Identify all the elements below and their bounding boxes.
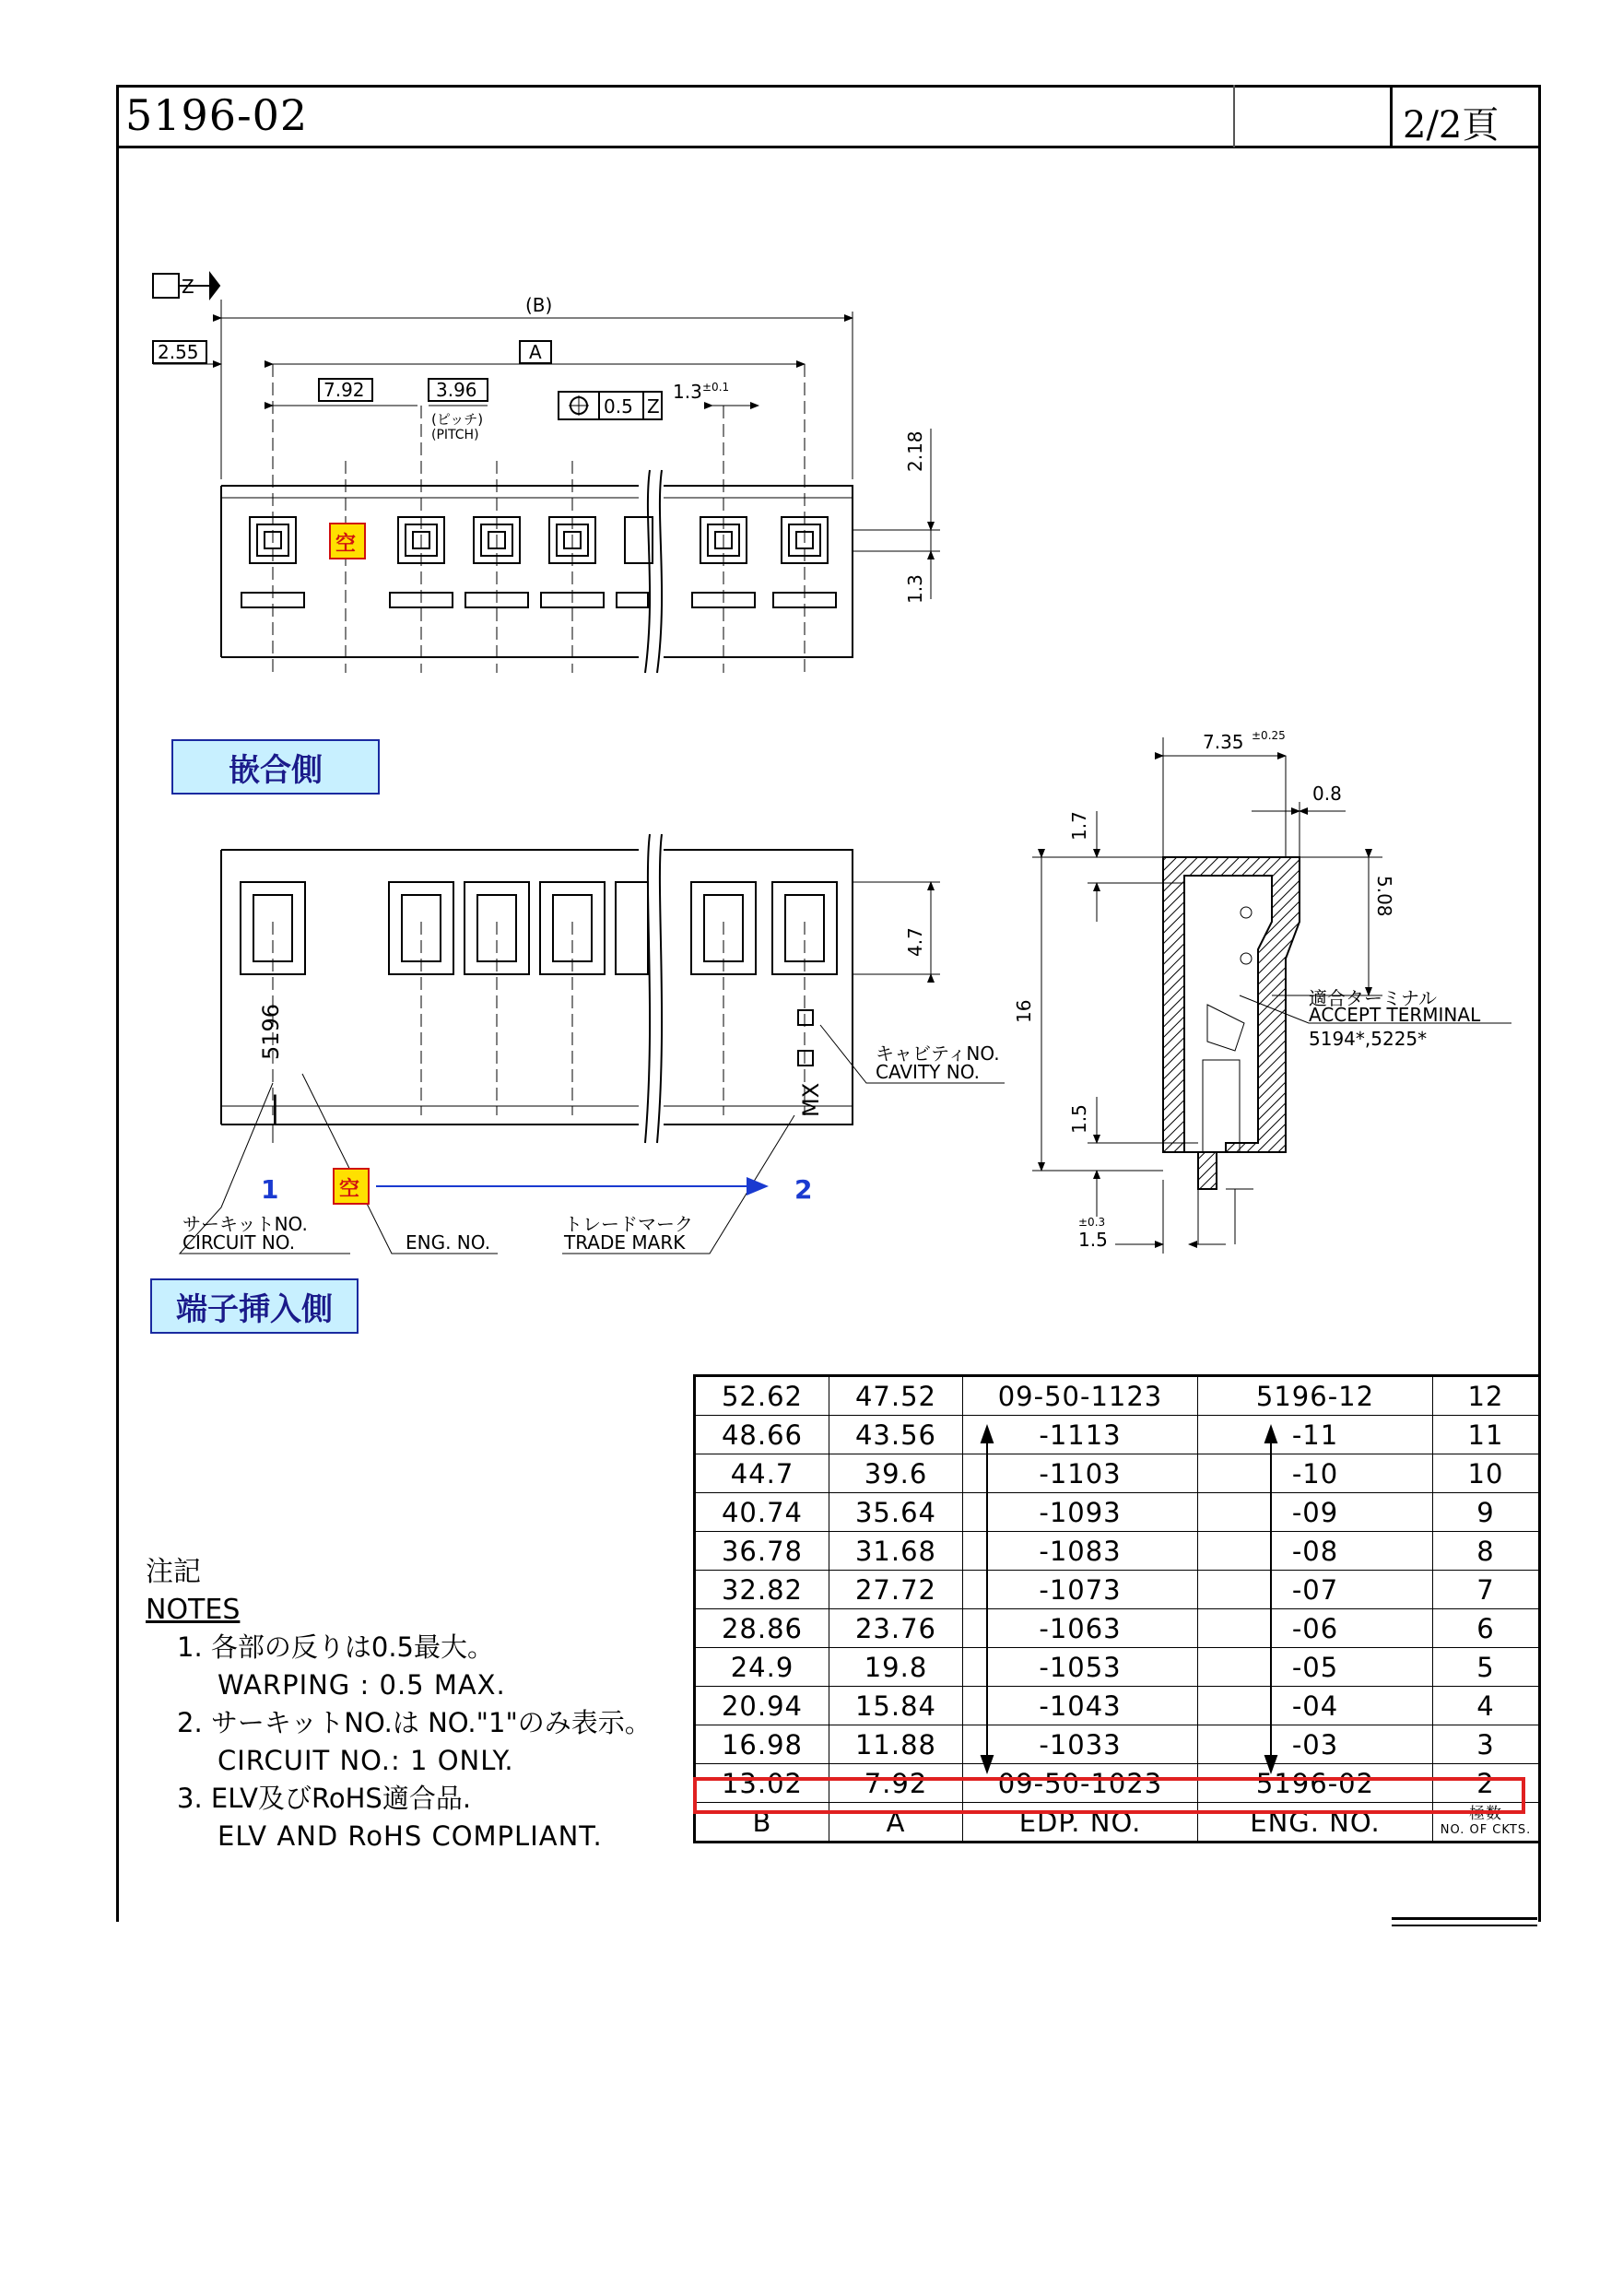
cell-eng: -03	[1198, 1725, 1433, 1764]
note-3-jp: 3. ELV及びRoHS適合品.	[177, 1783, 472, 1814]
cavity-jp-label: キャビティNO.	[876, 1042, 1000, 1065]
dim-1-7-label: 1.7	[1068, 811, 1090, 841]
cell-edp: -1083	[963, 1532, 1198, 1571]
cell-a: 27.72	[829, 1571, 963, 1609]
cell-edp: -1043	[963, 1687, 1198, 1725]
top-view	[153, 274, 940, 673]
cell-edp: -1093	[963, 1493, 1198, 1532]
table-row	[695, 1648, 1540, 1687]
col-a-header: A	[829, 1803, 963, 1843]
cell-ckts: 5	[1433, 1648, 1540, 1687]
side-view	[1032, 737, 1511, 1254]
cell-b: 44.7	[695, 1454, 829, 1493]
cell-b: 20.94	[695, 1687, 829, 1725]
dim-16-label: 16	[1013, 999, 1035, 1023]
cell-ckts: 4	[1433, 1687, 1540, 1725]
cell-a: 31.68	[829, 1532, 963, 1571]
note-1-en: WARPING : 0.5 MAX.	[218, 1669, 506, 1701]
cell-b: 32.82	[695, 1571, 829, 1609]
position-tol-label: 0.5	[604, 395, 633, 418]
tol-0-1-label: ±0.1	[702, 381, 730, 394]
cell-a: 35.64	[829, 1493, 963, 1532]
mating-side-label: 嵌合側	[171, 739, 380, 795]
cell-eng: -08	[1198, 1532, 1433, 1571]
cell-edp: -1073	[963, 1571, 1198, 1609]
table-row	[695, 1416, 1540, 1454]
dim-5-08-label: 5.08	[1373, 876, 1395, 917]
pitch-jp-label: (ピッチ)	[431, 411, 484, 428]
cell-b: 28.86	[695, 1609, 829, 1648]
cell-edp: 09-50-1123	[963, 1376, 1198, 1416]
table-header-row	[695, 1803, 1540, 1843]
cell-ckts: 10	[1433, 1454, 1540, 1493]
dim-a-label: A	[529, 341, 542, 363]
trade-jp-label: トレードマーク	[564, 1213, 693, 1235]
circuit-en-label: CIRCUIT NO.	[182, 1231, 296, 1254]
cell-edp: -1053	[963, 1648, 1198, 1687]
cell-ckts: 8	[1433, 1532, 1540, 1571]
cell-edp: -1103	[963, 1454, 1198, 1493]
table-row	[695, 1764, 1540, 1803]
terminal-jp-label: 適合ターミナル	[1309, 987, 1437, 1009]
dim-3-96-label: 3.96	[436, 379, 477, 401]
cell-b: 36.78	[695, 1532, 829, 1571]
terminal-en-label: ACCEPT TERMINAL	[1309, 1004, 1481, 1026]
table-row	[695, 1609, 1540, 1648]
cell-ckts: 3	[1433, 1725, 1540, 1764]
dim-4-7-label: 4.7	[904, 927, 926, 957]
col-eng-header: ENG. NO.	[1198, 1803, 1433, 1843]
circuit-table	[693, 1374, 1541, 1843]
col-edp-header: EDP. NO.	[963, 1803, 1198, 1843]
pitch-en-label: (PITCH)	[431, 428, 479, 442]
eng-no-label: ENG. NO.	[406, 1231, 491, 1254]
table-row	[695, 1532, 1540, 1571]
col-b-header: B	[695, 1803, 829, 1843]
part-number-title: 5196-02	[125, 90, 309, 140]
table-row	[695, 1571, 1540, 1609]
cell-a: 47.52	[829, 1376, 963, 1416]
dim-7-35-label: 7.35	[1203, 731, 1244, 753]
cell-ckts: 7	[1433, 1571, 1540, 1609]
cell-ckts: 6	[1433, 1609, 1540, 1648]
cell-b: 13.02	[695, 1764, 829, 1803]
tol-0-3-label: ±0.3	[1078, 1216, 1106, 1229]
cell-edp: -1033	[963, 1725, 1198, 1764]
dim-1-5b-label: 1.5	[1078, 1229, 1108, 1251]
cell-a: 39.6	[829, 1454, 963, 1493]
cell-a: 19.8	[829, 1648, 963, 1687]
circuit-2-label: 2	[794, 1174, 813, 1205]
terminal-side-label: 端子挿入側	[150, 1278, 359, 1334]
cavity-en-label: CAVITY NO.	[876, 1061, 980, 1083]
cell-ckts: 12	[1433, 1376, 1540, 1416]
cell-edp: -1063	[963, 1609, 1198, 1648]
circuit-jp-label: サーキットNO.	[182, 1213, 308, 1235]
cell-b: 52.62	[695, 1376, 829, 1416]
cell-eng: 5196-02	[1198, 1764, 1433, 1803]
cell-eng: -10	[1198, 1454, 1433, 1493]
position-datum-label: Z	[647, 395, 660, 418]
datum-z-box	[153, 274, 179, 298]
cell-b: 24.9	[695, 1648, 829, 1687]
mx-label: MX	[798, 1082, 824, 1117]
notes-title-jp: 注記	[146, 1556, 201, 1588]
table-row	[695, 1493, 1540, 1532]
cell-eng: 5196-12	[1198, 1376, 1433, 1416]
page-number: 2/2頁	[1403, 104, 1500, 147]
cell-ckts: 9	[1433, 1493, 1540, 1532]
ckts-header-en: NO. OF CKTS.	[1440, 1822, 1532, 1837]
circuit-1-label: 1	[261, 1174, 279, 1205]
note-3-en: ELV AND RoHS COMPLIANT.	[218, 1820, 603, 1852]
empty-mark-top: 空	[335, 533, 357, 556]
cell-b: 40.74	[695, 1493, 829, 1532]
dim-2-55-label: 2.55	[158, 341, 199, 363]
cell-a: 23.76	[829, 1609, 963, 1648]
trade-en-label: TRADE MARK	[564, 1231, 686, 1254]
cell-ckts: 11	[1433, 1416, 1540, 1454]
cell-eng: -05	[1198, 1648, 1433, 1687]
table-row	[695, 1725, 1540, 1764]
note-2-en: CIRCUIT NO.: 1 ONLY.	[218, 1745, 514, 1776]
cell-eng: -11	[1198, 1416, 1433, 1454]
dim-1-3-label: 1.3	[673, 381, 702, 403]
table-row	[695, 1687, 1540, 1725]
cell-eng: -04	[1198, 1687, 1433, 1725]
notes-title-en: NOTES	[146, 1594, 241, 1626]
side-1-3-label: 1.3	[904, 574, 926, 604]
notes	[146, 1553, 652, 1855]
note-2-jp: 2. サーキットNO.は NO."1"のみ表示。	[177, 1707, 652, 1738]
empty-mark-bottom: 空	[339, 1178, 360, 1201]
note-1-jp: 1. 各部の反りは0.5最大。	[177, 1631, 495, 1663]
cell-a: 15.84	[829, 1687, 963, 1725]
tol-0-25-label: ±0.25	[1252, 729, 1286, 742]
dim-0-8-label: 0.8	[1312, 783, 1342, 805]
dim-b-label: (B)	[525, 294, 553, 316]
circuit-direction	[261, 1169, 812, 1205]
top-empty-mark	[330, 524, 365, 559]
table-row	[695, 1376, 1540, 1416]
engraving-label: 5196	[258, 1003, 284, 1060]
col-ckts-header	[1433, 1803, 1540, 1843]
dim-1-5a-label: 1.5	[1068, 1104, 1090, 1134]
cell-b: 16.98	[695, 1725, 829, 1764]
terminal-parts-label: 5194*,5225*	[1309, 1028, 1428, 1050]
bottom-view-text	[182, 927, 1000, 1254]
dim-2-18-label: 2.18	[904, 430, 926, 472]
cell-edp: 09-50-1023	[963, 1764, 1198, 1803]
cell-b: 48.66	[695, 1416, 829, 1454]
cell-eng: -09	[1198, 1493, 1433, 1532]
cell-a: 43.56	[829, 1416, 963, 1454]
cell-eng: -06	[1198, 1609, 1433, 1648]
datum-z-label: Z	[182, 276, 194, 298]
circuit-one-engraving: |	[270, 1089, 280, 1124]
table-row	[695, 1454, 1540, 1493]
cell-a: 11.88	[829, 1725, 963, 1764]
dim-7-92-label: 7.92	[323, 379, 365, 401]
cell-edp: -1113	[963, 1416, 1198, 1454]
cell-a: 7.92	[829, 1764, 963, 1803]
cell-eng: -07	[1198, 1571, 1433, 1609]
ckts-header-jp: 極数	[1469, 1804, 1502, 1823]
cell-ckts: 2	[1433, 1764, 1540, 1803]
